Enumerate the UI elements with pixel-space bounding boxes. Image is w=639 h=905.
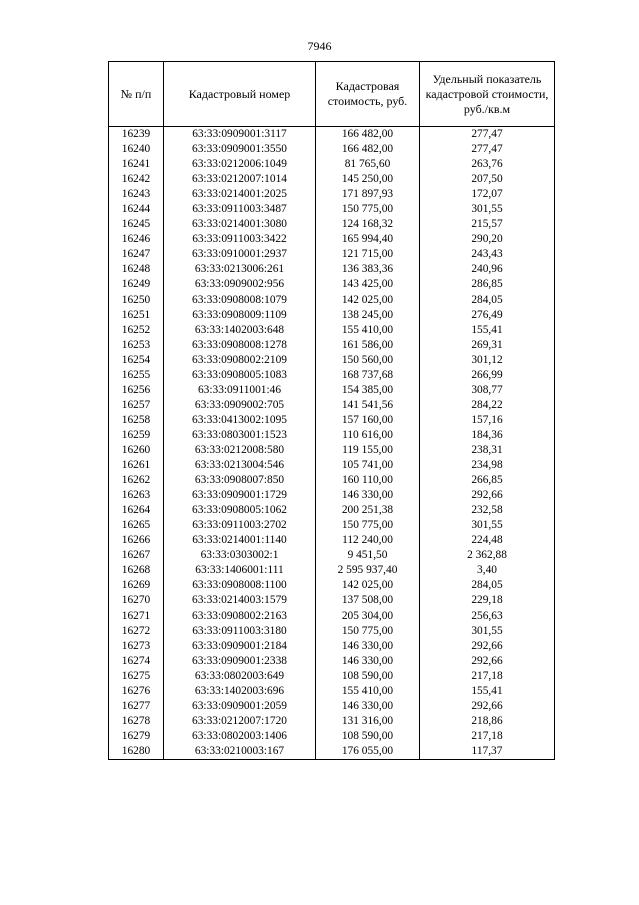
cell-index: 16269: [109, 578, 164, 593]
cell-cadastral-number: 63:33:0908009:1109: [164, 308, 316, 323]
cell-specific-value: 243,43: [420, 247, 555, 262]
cell-cadastral-value: 154 385,00: [316, 383, 420, 398]
table-row: [109, 443, 555, 458]
cell-specific-value: 301,12: [420, 353, 555, 368]
table-row: [109, 338, 555, 353]
cell-specific-value: 292,66: [420, 654, 555, 669]
cell-cadastral-number: 63:33:0413002:1095: [164, 413, 316, 428]
cell-index: 16258: [109, 413, 164, 428]
cell-index: 16260: [109, 443, 164, 458]
cell-cadastral-number: 63:33:0802003:1406: [164, 729, 316, 744]
cell-cadastral-number: 63:33:0909001:1729: [164, 488, 316, 503]
cell-cadastral-number: 63:33:0908008:1100: [164, 578, 316, 593]
cell-index: 16255: [109, 368, 164, 383]
cell-specific-value: 229,18: [420, 593, 555, 608]
cell-index: 16266: [109, 533, 164, 548]
table-row: [109, 533, 555, 548]
cell-index: 16247: [109, 247, 164, 262]
cell-cadastral-value: 119 155,00: [316, 443, 420, 458]
table-row: [109, 232, 555, 247]
cell-cadastral-number: 63:33:0911003:2702: [164, 518, 316, 533]
cell-cadastral-value: 150 775,00: [316, 202, 420, 217]
page-number: 7946: [307, 39, 332, 53]
cell-specific-value: 276,49: [420, 308, 555, 323]
cell-specific-value: 301,55: [420, 518, 555, 533]
cell-index: 16249: [109, 277, 164, 292]
table-row: [109, 262, 555, 277]
table-row: [109, 277, 555, 292]
table-row: [109, 473, 555, 488]
cell-cadastral-number: 63:33:0911001:46: [164, 383, 316, 398]
cell-index: 16239: [109, 127, 164, 143]
cell-index: 16244: [109, 202, 164, 217]
cell-cadastral-value: 81 765,60: [316, 157, 420, 172]
cell-cadastral-value: 108 590,00: [316, 669, 420, 684]
cell-index: 16276: [109, 684, 164, 699]
cell-cadastral-value: 2 595 937,40: [316, 563, 420, 578]
cell-specific-value: 217,18: [420, 669, 555, 684]
cell-index: 16246: [109, 232, 164, 247]
cell-specific-value: 301,55: [420, 624, 555, 639]
cell-specific-value: 308,77: [420, 383, 555, 398]
cell-specific-value: 301,55: [420, 202, 555, 217]
cell-cadastral-value: 137 508,00: [316, 593, 420, 608]
cell-index: 16252: [109, 323, 164, 338]
cell-cadastral-number: 63:33:0908007:850: [164, 473, 316, 488]
cell-index: 16265: [109, 518, 164, 533]
table-row: [109, 518, 555, 533]
cell-cadastral-value: 142 025,00: [316, 578, 420, 593]
cell-cadastral-value: 166 482,00: [316, 127, 420, 143]
table-row: [109, 187, 555, 202]
cell-cadastral-number: 63:33:0908005:1083: [164, 368, 316, 383]
cell-cadastral-number: 63:33:0908005:1062: [164, 503, 316, 518]
cell-cadastral-number: 63:33:0802003:649: [164, 669, 316, 684]
cell-index: 16262: [109, 473, 164, 488]
cell-cadastral-number: 63:33:0303002:1: [164, 548, 316, 563]
cell-specific-value: 3,40: [420, 563, 555, 578]
cell-cadastral-number: 63:33:0214003:1579: [164, 593, 316, 608]
cell-specific-value: 286,85: [420, 277, 555, 292]
table-row: [109, 624, 555, 639]
cell-cadastral-number: 63:33:0213006:261: [164, 262, 316, 277]
table-row: [109, 503, 555, 518]
cell-cadastral-number: 63:33:1402003:648: [164, 323, 316, 338]
cell-cadastral-number: 63:33:0909002:956: [164, 277, 316, 292]
cell-specific-value: 234,98: [420, 458, 555, 473]
table-row: [109, 458, 555, 473]
table-row: [109, 353, 555, 368]
cell-cadastral-value: 157 160,00: [316, 413, 420, 428]
table-row: [109, 609, 555, 624]
cell-cadastral-number: 63:33:0909001:2184: [164, 639, 316, 654]
cell-cadastral-number: 63:33:1406001:111: [164, 563, 316, 578]
cell-cadastral-value: 200 251,38: [316, 503, 420, 518]
cell-index: 16240: [109, 142, 164, 157]
cell-specific-value: 2 362,88: [420, 548, 555, 563]
cell-index: 16256: [109, 383, 164, 398]
cell-index: 16254: [109, 353, 164, 368]
cell-cadastral-number: 63:33:0214001:2025: [164, 187, 316, 202]
cell-cadastral-number: 63:33:0803001:1523: [164, 428, 316, 443]
cell-specific-value: 284,22: [420, 398, 555, 413]
cell-cadastral-number: 63:33:0908002:2109: [164, 353, 316, 368]
cell-specific-value: 290,20: [420, 232, 555, 247]
cell-specific-value: 263,76: [420, 157, 555, 172]
cell-cadastral-value: 150 560,00: [316, 353, 420, 368]
table-row: [109, 729, 555, 744]
cell-cadastral-value: 138 245,00: [316, 308, 420, 323]
cell-cadastral-value: 124 168,32: [316, 217, 420, 232]
table-row: [109, 172, 555, 187]
header-index: № п/п: [109, 62, 164, 127]
cell-cadastral-value: 108 590,00: [316, 729, 420, 744]
cell-cadastral-value: 136 383,36: [316, 262, 420, 277]
cell-cadastral-value: 155 410,00: [316, 323, 420, 338]
table-row: [109, 398, 555, 413]
cell-index: 16242: [109, 172, 164, 187]
cell-cadastral-number: 63:33:0210003:167: [164, 744, 316, 760]
table-body: [109, 127, 555, 760]
cell-cadastral-value: 150 775,00: [316, 624, 420, 639]
cell-cadastral-value: 146 330,00: [316, 488, 420, 503]
cell-cadastral-number: 63:33:0911003:3180: [164, 624, 316, 639]
cell-specific-value: 292,66: [420, 488, 555, 503]
cell-specific-value: 284,05: [420, 293, 555, 308]
cell-specific-value: 277,47: [420, 142, 555, 157]
cell-index: 16271: [109, 609, 164, 624]
table-row: [109, 127, 555, 143]
cell-cadastral-value: 145 250,00: [316, 172, 420, 187]
cell-cadastral-number: 63:33:0212008:580: [164, 443, 316, 458]
cell-specific-value: 256,63: [420, 609, 555, 624]
cell-specific-value: 207,50: [420, 172, 555, 187]
cell-cadastral-value: 143 425,00: [316, 277, 420, 292]
cell-cadastral-number: 63:33:0908002:2163: [164, 609, 316, 624]
cell-cadastral-value: 141 541,56: [316, 398, 420, 413]
cell-specific-value: 172,07: [420, 187, 555, 202]
cell-index: 16259: [109, 428, 164, 443]
cell-cadastral-number: 63:33:0212007:1720: [164, 714, 316, 729]
table-row: [109, 684, 555, 699]
cell-cadastral-number: 63:33:0909001:2338: [164, 654, 316, 669]
cell-cadastral-value: 165 994,40: [316, 232, 420, 247]
cell-cadastral-number: 63:33:0213004:546: [164, 458, 316, 473]
cell-cadastral-number: 63:33:0910001:2937: [164, 247, 316, 262]
table-row: [109, 413, 555, 428]
cell-specific-value: 292,66: [420, 699, 555, 714]
table-row: [109, 714, 555, 729]
cell-cadastral-number: 63:33:0212006:1049: [164, 157, 316, 172]
cell-cadastral-value: 146 330,00: [316, 699, 420, 714]
cell-index: 16280: [109, 744, 164, 760]
cell-cadastral-value: 110 616,00: [316, 428, 420, 443]
cell-cadastral-value: 131 316,00: [316, 714, 420, 729]
cell-cadastral-number: 63:33:0909001:2059: [164, 699, 316, 714]
cell-specific-value: 284,05: [420, 578, 555, 593]
cell-cadastral-value: 112 240,00: [316, 533, 420, 548]
cell-cadastral-value: 168 737,68: [316, 368, 420, 383]
table-row: [109, 578, 555, 593]
table-row: [109, 293, 555, 308]
cell-specific-value: 292,66: [420, 639, 555, 654]
cell-cadastral-number: 63:33:0214001:1140: [164, 533, 316, 548]
cell-index: 16268: [109, 563, 164, 578]
cell-cadastral-value: 9 451,50: [316, 548, 420, 563]
table-row: [109, 217, 555, 232]
cell-cadastral-number: 63:33:0909002:705: [164, 398, 316, 413]
cell-cadastral-value: 171 897,93: [316, 187, 420, 202]
cell-cadastral-value: 105 741,00: [316, 458, 420, 473]
cell-cadastral-number: 63:33:0909001:3117: [164, 127, 316, 143]
cell-cadastral-value: 146 330,00: [316, 654, 420, 669]
table-row: [109, 548, 555, 563]
cell-index: 16277: [109, 699, 164, 714]
table-row: [109, 247, 555, 262]
cell-index: 16273: [109, 639, 164, 654]
table-row: [109, 368, 555, 383]
cell-index: 16253: [109, 338, 164, 353]
cell-index: 16263: [109, 488, 164, 503]
table-row: [109, 383, 555, 398]
cell-specific-value: 277,47: [420, 127, 555, 143]
cell-cadastral-number: 63:33:1402003:696: [164, 684, 316, 699]
cell-specific-value: 238,31: [420, 443, 555, 458]
cell-index: 16261: [109, 458, 164, 473]
cell-specific-value: 117,37: [420, 744, 555, 760]
cell-specific-value: 240,96: [420, 262, 555, 277]
table-row: [109, 563, 555, 578]
cell-specific-value: 218,86: [420, 714, 555, 729]
cell-specific-value: 224,48: [420, 533, 555, 548]
cell-index: 16264: [109, 503, 164, 518]
cell-specific-value: 215,57: [420, 217, 555, 232]
table-row: [109, 202, 555, 217]
cell-cadastral-value: 155 410,00: [316, 684, 420, 699]
cell-cadastral-number: 63:33:0908008:1278: [164, 338, 316, 353]
header-specific-value: Удельный показатель кадастровой стоимости, руб./кв.м: [420, 62, 555, 127]
cell-specific-value: 232,58: [420, 503, 555, 518]
cell-index: 16245: [109, 217, 164, 232]
cell-cadastral-number: 63:33:0911003:3487: [164, 202, 316, 217]
cell-index: 16267: [109, 548, 164, 563]
cell-index: 16274: [109, 654, 164, 669]
cell-index: 16270: [109, 593, 164, 608]
cell-specific-value: 217,18: [420, 729, 555, 744]
cell-index: 16251: [109, 308, 164, 323]
table-row: [109, 323, 555, 338]
cell-cadastral-value: 121 715,00: [316, 247, 420, 262]
cell-index: 16241: [109, 157, 164, 172]
cell-cadastral-number: 63:33:0908008:1079: [164, 293, 316, 308]
cell-cadastral-value: 176 055,00: [316, 744, 420, 760]
cell-specific-value: 155,41: [420, 323, 555, 338]
cell-cadastral-value: 166 482,00: [316, 142, 420, 157]
cell-specific-value: 155,41: [420, 684, 555, 699]
table-row: [109, 699, 555, 714]
cadastral-value-table: [108, 61, 555, 760]
cell-index: 16257: [109, 398, 164, 413]
cell-specific-value: 269,31: [420, 338, 555, 353]
table-row: [109, 593, 555, 608]
cell-cadastral-number: 63:33:0911003:3422: [164, 232, 316, 247]
cell-index: 16275: [109, 669, 164, 684]
table-row: [109, 654, 555, 669]
table-row: [109, 308, 555, 323]
cell-cadastral-value: 150 775,00: [316, 518, 420, 533]
cell-cadastral-value: 146 330,00: [316, 639, 420, 654]
table-row: [109, 744, 555, 760]
table-row: [109, 142, 555, 157]
cell-cadastral-number: 63:33:0214001:3080: [164, 217, 316, 232]
table-row: [109, 428, 555, 443]
cell-index: 16278: [109, 714, 164, 729]
cell-cadastral-value: 142 025,00: [316, 293, 420, 308]
cell-index: 16250: [109, 293, 164, 308]
cell-specific-value: 266,99: [420, 368, 555, 383]
cell-cadastral-value: 205 304,00: [316, 609, 420, 624]
table-row: [109, 488, 555, 503]
cell-specific-value: 157,16: [420, 413, 555, 428]
cell-cadastral-value: 161 586,00: [316, 338, 420, 353]
cell-index: 16248: [109, 262, 164, 277]
cell-index: 16243: [109, 187, 164, 202]
header-cadastral-value: Кадастровая стоимость, руб.: [316, 62, 420, 127]
table-row: [109, 639, 555, 654]
cell-cadastral-number: 63:33:0212007:1014: [164, 172, 316, 187]
cell-cadastral-number: 63:33:0909001:3550: [164, 142, 316, 157]
cell-cadastral-value: 160 110,00: [316, 473, 420, 488]
cell-specific-value: 266,85: [420, 473, 555, 488]
table-row: [109, 669, 555, 684]
table-row: [109, 157, 555, 172]
table-header-row: [109, 62, 555, 127]
header-cadastral-number: Кадастровый номер: [164, 62, 316, 127]
cell-index: 16279: [109, 729, 164, 744]
cell-specific-value: 184,36: [420, 428, 555, 443]
cell-index: 16272: [109, 624, 164, 639]
